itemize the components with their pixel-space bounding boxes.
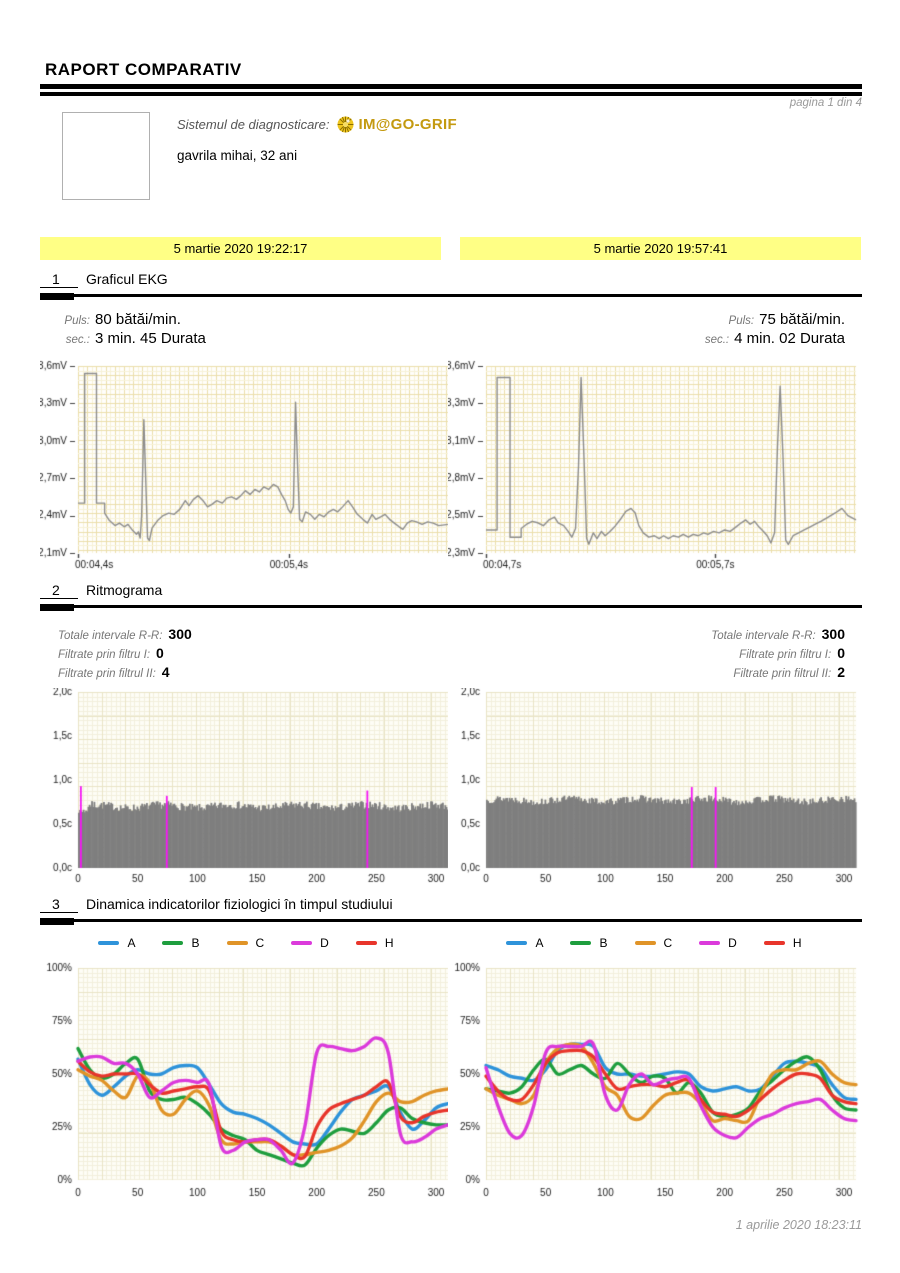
legend-item: [635, 936, 673, 950]
filter1-value: 0: [156, 645, 164, 661]
sec-label: sec.:: [704, 334, 730, 346]
legend-swatch-h: [764, 941, 785, 945]
legend-item: [570, 936, 607, 950]
legend-label: C: [663, 936, 673, 950]
legend-swatch-b: [570, 941, 591, 945]
dynamics-chart-left: [40, 958, 452, 1198]
legend-label: B: [599, 936, 608, 950]
section-rule: [40, 918, 862, 925]
title-double-rule: [40, 84, 862, 96]
system-name: IM@GO-GRIF: [358, 115, 457, 133]
dynamics-chart-right: [448, 958, 860, 1198]
rr-total-value: 300: [821, 626, 845, 642]
system-label: Sistemul de diagnosticare:: [177, 116, 330, 132]
page-number-indicator: pagina 1 din 4: [789, 97, 862, 109]
duration-value: 3 min. 45 Durata: [95, 330, 206, 347]
legend-item: [356, 936, 394, 950]
rhythmogram-chart-left: [40, 688, 452, 888]
session-datetime-left: 5 martie 2020 19:22:17: [40, 237, 441, 260]
legend-item: [506, 936, 543, 950]
imago-grif-logo-icon: [337, 116, 354, 133]
legend-label: A: [535, 936, 544, 950]
ekg-chart-right: [448, 360, 860, 572]
legend-item: [291, 936, 329, 950]
dynamics-legend-right: [448, 936, 860, 950]
section-title: Graficul EKG: [86, 271, 168, 287]
legend-label: C: [255, 936, 265, 950]
filter1-label: Filtrate prin filtru I:: [58, 649, 151, 661]
section-number: 1: [40, 271, 78, 288]
legend-label: D: [320, 936, 329, 950]
section-title: Ritmograma: [86, 582, 163, 598]
puls-label: Puls:: [64, 315, 90, 327]
patient-photo-placeholder: [62, 112, 150, 200]
rhythmogram-chart-right: [448, 688, 860, 888]
legend-label: A: [127, 936, 136, 950]
legend-item: [764, 936, 802, 950]
legend-item: [98, 936, 135, 950]
session-datetime-right: 5 martie 2020 19:57:41: [460, 237, 861, 260]
legend-swatch-h: [356, 941, 377, 945]
patient-name: gavrila mihai, 32 ani: [177, 148, 298, 163]
report-generated-timestamp: 1 aprilie 2020 18:23:11: [735, 1218, 862, 1232]
filter2-value: 4: [161, 664, 170, 680]
legend-label: B: [191, 936, 200, 950]
filter2-value: 2: [837, 664, 845, 680]
page-title: RAPORT COMPARATIV: [45, 60, 242, 79]
dynamics-legend-left: [40, 936, 452, 950]
filter2-label: Filtrate prin filtrul II:: [733, 668, 832, 680]
puls-label: Puls:: [728, 315, 755, 327]
section-title: Dinamica indicatorilor fiziologici în timpul studiului: [86, 896, 393, 912]
diagnostic-system-line: [177, 114, 457, 134]
legend-swatch-a: [98, 941, 119, 945]
section-number: 2: [40, 582, 78, 599]
legend-label: H: [384, 936, 394, 950]
legend-swatch-d: [699, 941, 720, 945]
legend-swatch-b: [162, 941, 183, 945]
duration-value: 4 min. 02 Durata: [734, 330, 845, 347]
legend-swatch-c: [227, 941, 248, 945]
legend-item: [162, 936, 199, 950]
rr-stats-right: [711, 626, 845, 683]
legend-swatch-d: [291, 941, 312, 945]
rr-stats-left: [58, 626, 192, 683]
filter2-label: Filtrate prin filtrul II:: [58, 668, 156, 680]
rr-total-label: Totale intervale R-R:: [58, 630, 163, 642]
filter1-value: 0: [837, 645, 845, 661]
ekg-chart-left: [40, 360, 452, 572]
rr-total-value: 300: [168, 626, 192, 642]
legend-label: D: [728, 936, 737, 950]
legend-swatch-a: [506, 941, 527, 945]
legend-item: [227, 936, 265, 950]
puls-block-right: [705, 311, 845, 349]
legend-item: [699, 936, 737, 950]
legend-swatch-c: [635, 941, 656, 945]
section-ekg-header: [40, 271, 862, 300]
section-ritmograma-header: [40, 582, 862, 611]
section-rule: [40, 604, 862, 611]
rr-total-label: Totale intervale R-R:: [711, 630, 816, 642]
sec-label: sec.:: [65, 334, 90, 346]
puls-value: 80 bătăi/min.: [95, 311, 181, 328]
legend-label: H: [792, 936, 802, 950]
section-rule: [40, 293, 862, 300]
section-dinamica-header: [40, 896, 862, 925]
section-number: 3: [40, 896, 78, 913]
puls-block-left: [58, 311, 206, 349]
filter1-label: Filtrate prin filtru I:: [739, 649, 832, 661]
puls-value: 75 bătăi/min.: [759, 311, 845, 328]
